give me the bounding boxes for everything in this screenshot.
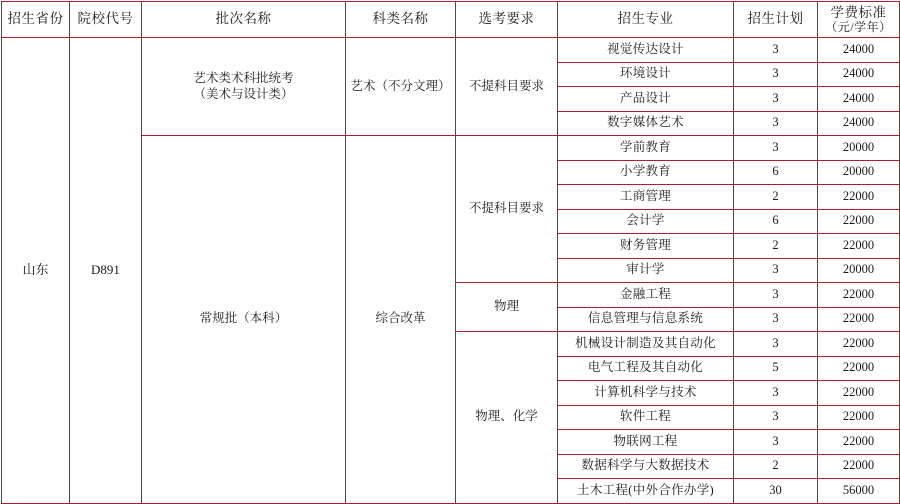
cell-major: 小学教育 [558, 160, 734, 185]
table-header [2, 2, 900, 38]
cell-batch-art [142, 38, 346, 136]
cell-fee: 56000 [818, 479, 900, 504]
cell-fee: 22000 [818, 307, 900, 332]
cell-plan: 3 [734, 430, 818, 455]
admissions-plan-table [1, 1, 900, 504]
cell-fee: 22000 [818, 381, 900, 406]
cell-plan: 3 [734, 258, 818, 283]
cell-school-code: D891 [70, 38, 142, 504]
cell-major: 工商管理 [558, 185, 734, 210]
cell-fee: 24000 [818, 62, 900, 87]
cell-major: 数据科学与大数据技术 [558, 454, 734, 479]
cell-plan: 3 [734, 307, 818, 332]
cell-fee: 20000 [818, 258, 900, 283]
admissions-plan-page [0, 1, 900, 497]
cell-plan: 3 [734, 405, 818, 430]
cell-major: 土木工程(中外合作办学) [558, 479, 734, 504]
header-batch-name: 批次名称 [142, 2, 346, 38]
batch-line-1: 常规批（本科） [199, 311, 288, 326]
batch-line-1: 艺术类术科批统考 [193, 70, 294, 85]
cell-plan: 6 [734, 160, 818, 185]
cell-major: 信息管理与信息系统 [558, 307, 734, 332]
header-enrollment-plan: 招生计划 [734, 2, 818, 38]
cell-fee: 22000 [818, 209, 900, 234]
cell-plan: 2 [734, 234, 818, 259]
cell-fee: 24000 [818, 111, 900, 136]
cell-major: 计算机科学与技术 [558, 381, 734, 406]
cell-plan: 3 [734, 381, 818, 406]
cell-plan: 2 [734, 185, 818, 210]
cell-requirement-2: 不提科目要求 [456, 136, 558, 283]
cell-major: 学前教育 [558, 136, 734, 161]
cell-plan: 3 [734, 87, 818, 112]
table-row [2, 38, 900, 63]
cell-fee: 22000 [818, 185, 900, 210]
cell-major: 金融工程 [558, 283, 734, 308]
cell-subject-comprehensive: 综合改革 [346, 136, 456, 504]
cell-fee: 20000 [818, 136, 900, 161]
cell-fee: 22000 [818, 356, 900, 381]
header-major: 招生专业 [558, 2, 734, 38]
cell-major: 物联网工程 [558, 430, 734, 455]
cell-major: 视觉传达设计 [558, 38, 734, 63]
cell-subject-art: 艺术（不分文理） [346, 38, 456, 136]
header-tuition-unit: （元/学年） [825, 19, 892, 34]
cell-plan: 3 [734, 111, 818, 136]
cell-plan: 3 [734, 136, 818, 161]
cell-province: 山东 [2, 38, 70, 504]
cell-plan: 3 [734, 283, 818, 308]
cell-batch-regular [142, 136, 346, 504]
cell-plan: 2 [734, 454, 818, 479]
cell-fee: 22000 [818, 405, 900, 430]
cell-major: 软件工程 [558, 405, 734, 430]
cell-requirement-3: 物理 [456, 283, 558, 332]
cell-plan: 3 [734, 38, 818, 63]
header-subject-category: 科类名称 [346, 2, 456, 38]
cell-major: 会计学 [558, 209, 734, 234]
table-body [2, 38, 900, 504]
cell-plan: 3 [734, 332, 818, 357]
header-row [2, 2, 900, 38]
cell-fee: 22000 [818, 332, 900, 357]
cell-plan: 5 [734, 356, 818, 381]
cell-requirement-1: 不提科目要求 [456, 38, 558, 136]
cell-major: 环境设计 [558, 62, 734, 87]
cell-fee: 24000 [818, 87, 900, 112]
cell-fee: 22000 [818, 234, 900, 259]
cell-fee: 24000 [818, 38, 900, 63]
cell-fee: 22000 [818, 430, 900, 455]
cell-fee: 22000 [818, 454, 900, 479]
cell-requirement-4: 物理、化学 [456, 332, 558, 504]
cell-fee: 22000 [818, 283, 900, 308]
cell-major: 产品设计 [558, 87, 734, 112]
header-school-code: 院校代号 [70, 2, 142, 38]
header-elective-requirement: 选考要求 [456, 2, 558, 38]
cell-fee: 20000 [818, 160, 900, 185]
batch-line-2: （美术与设计类） [193, 86, 294, 101]
cell-plan: 30 [734, 479, 818, 504]
cell-plan: 3 [734, 62, 818, 87]
header-tuition-main: 学费标准 [830, 5, 887, 21]
cell-major: 机械设计制造及其自动化 [558, 332, 734, 357]
cell-major: 财务管理 [558, 234, 734, 259]
header-tuition [818, 2, 900, 38]
cell-plan: 6 [734, 209, 818, 234]
cell-major: 数字媒体艺术 [558, 111, 734, 136]
cell-major: 审计学 [558, 258, 734, 283]
cell-major: 电气工程及其自动化 [558, 356, 734, 381]
header-province: 招生省份 [2, 2, 70, 38]
